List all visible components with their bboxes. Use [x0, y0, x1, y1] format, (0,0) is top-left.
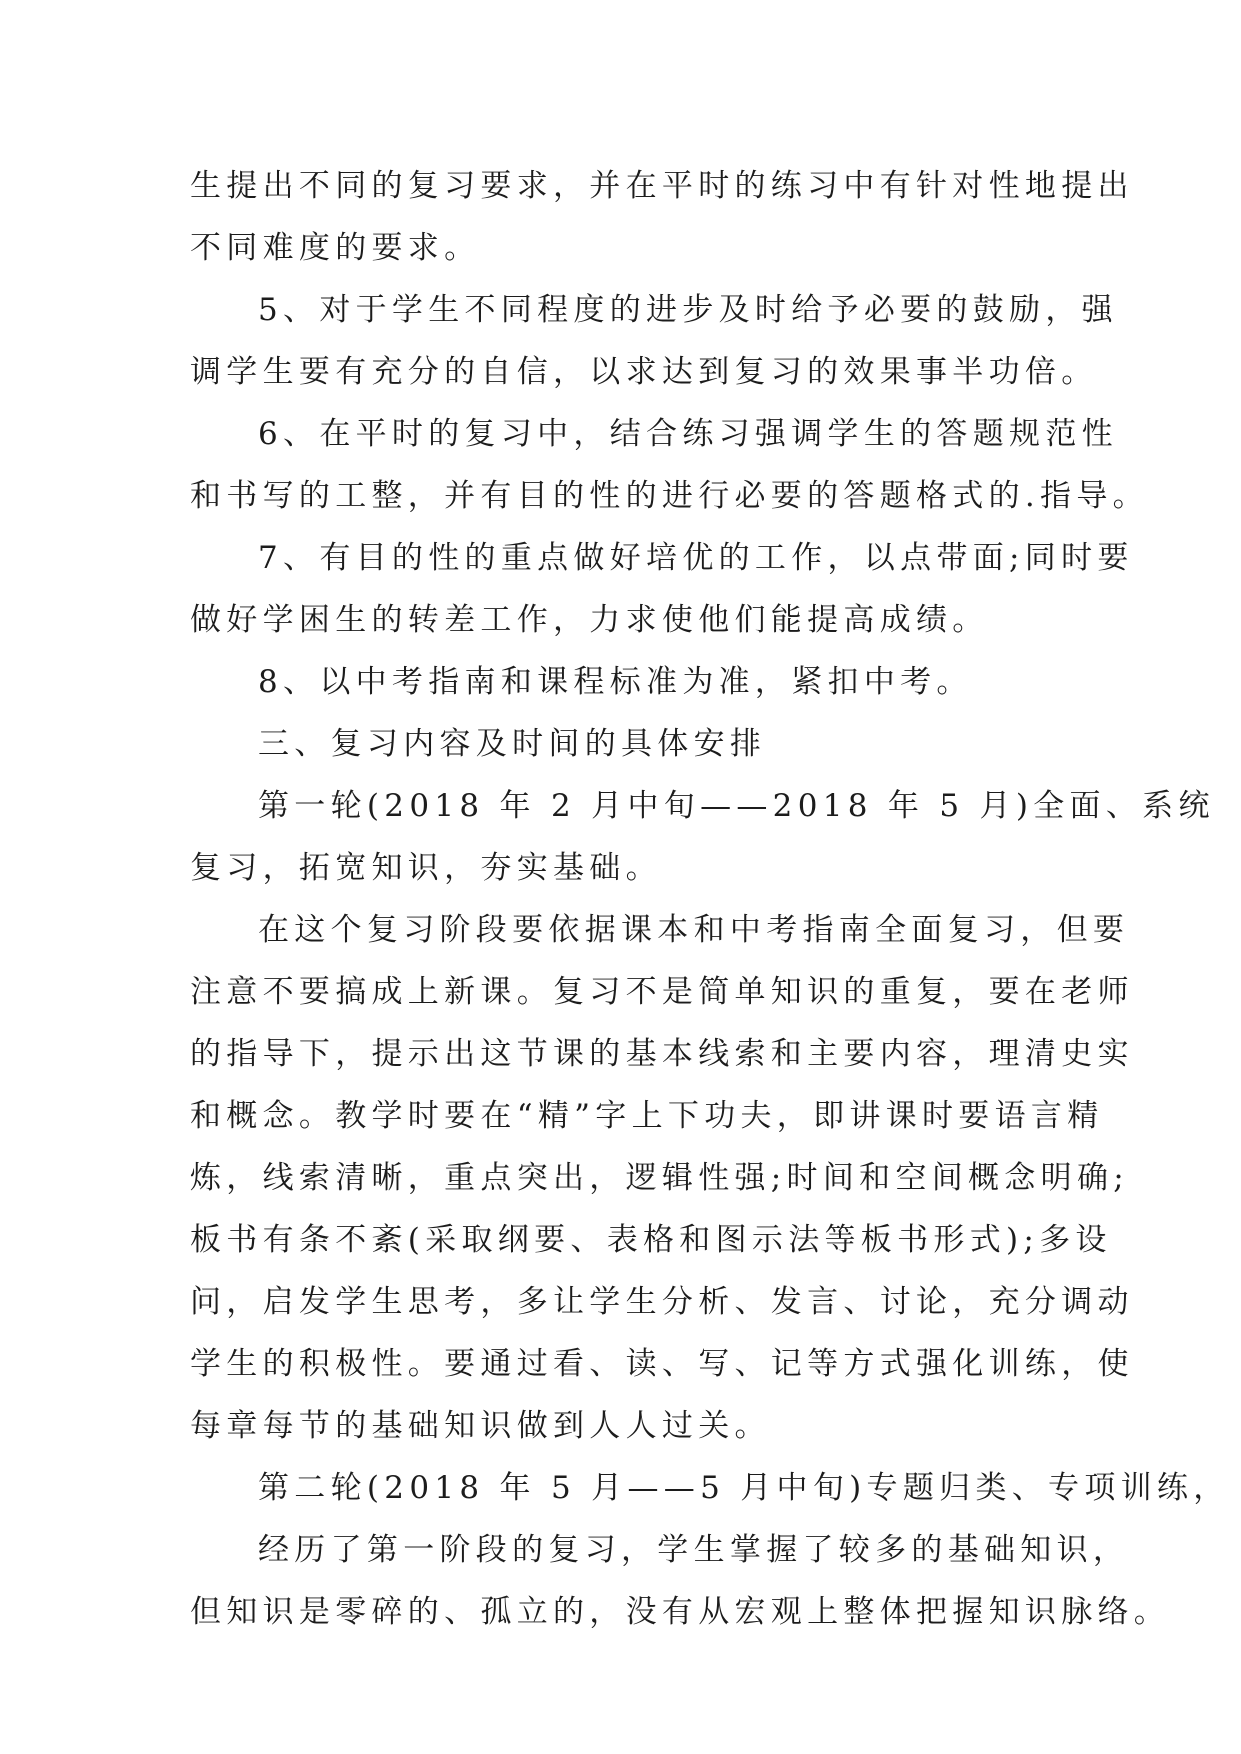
text-line: 复习，拓宽知识，夯实基础。 — [190, 850, 662, 886]
document-body — [190, 155, 1230, 1643]
text-line: 每章每节的基础知识做到人人过关。 — [190, 1408, 771, 1444]
text-line: 经历了第一阶段的复习，学生掌握了较多的基础知识， — [258, 1532, 1130, 1568]
text-line: 和概念。教学时要在“精”字上下功夫，即讲课时要语言精 — [190, 1098, 1104, 1134]
text-line: 7、有目的性的重点做好培优的工作，以点带面;同时要 — [258, 540, 1134, 576]
text-line: 第二轮(2018 年 5 月——5 月中旬)专题归类、专项训练， — [258, 1470, 1230, 1506]
text-line: 和书写的工整，并有目的性的进行必要的答题格式的.指导。 — [190, 478, 1149, 514]
section-heading: 三、复习内容及时间的具体安排 — [258, 726, 767, 762]
text-line: 的指导下，提示出这节课的基本线索和主要内容，理清史实 — [190, 1036, 1134, 1072]
text-line: 炼，线索清晰，重点突出，逻辑性强;时间和空间概念明确; — [190, 1160, 1129, 1196]
text-line: 板书有条不紊(采取纲要、表格和图示法等板书形式);多设 — [190, 1222, 1112, 1258]
text-line: 做好学困生的转差工作，力求使他们能提高成绩。 — [190, 602, 989, 638]
text-line: 但知识是零碎的、孤立的，没有从宏观上整体把握知识脉络。 — [190, 1594, 1171, 1630]
text-line: 问，启发学生思考，多让学生分析、发言、讨论，充分调动 — [190, 1284, 1134, 1320]
text-line: 生提出不同的复习要求，并在平时的练习中有针对性地提出 — [190, 168, 1134, 204]
text-line: 在这个复习阶段要依据课本和中考指南全面复习，但要 — [258, 912, 1130, 948]
text-line: 8、以中考指南和课程标准为准，紧扣中考。 — [258, 664, 973, 700]
text-line: 5、对于学生不同程度的进步及时给予必要的鼓励，强 — [258, 292, 1118, 328]
text-line: 6、在平时的复习中，结合练习强调学生的答题规范性 — [258, 416, 1118, 452]
text-line: 第一轮(2018 年 2 月中旬——2018 年 5 月)全面、系统 — [258, 788, 1215, 824]
text-line: 调学生要有充分的自信，以求达到复习的效果事半功倍。 — [190, 354, 1098, 390]
text-line: 不同难度的要求。 — [190, 230, 481, 266]
text-line: 注意不要搞成上新课。复习不是简单知识的重复，要在老师 — [190, 974, 1134, 1010]
text-line: 学生的积极性。要通过看、读、写、记等方式强化训练，使 — [190, 1346, 1134, 1382]
